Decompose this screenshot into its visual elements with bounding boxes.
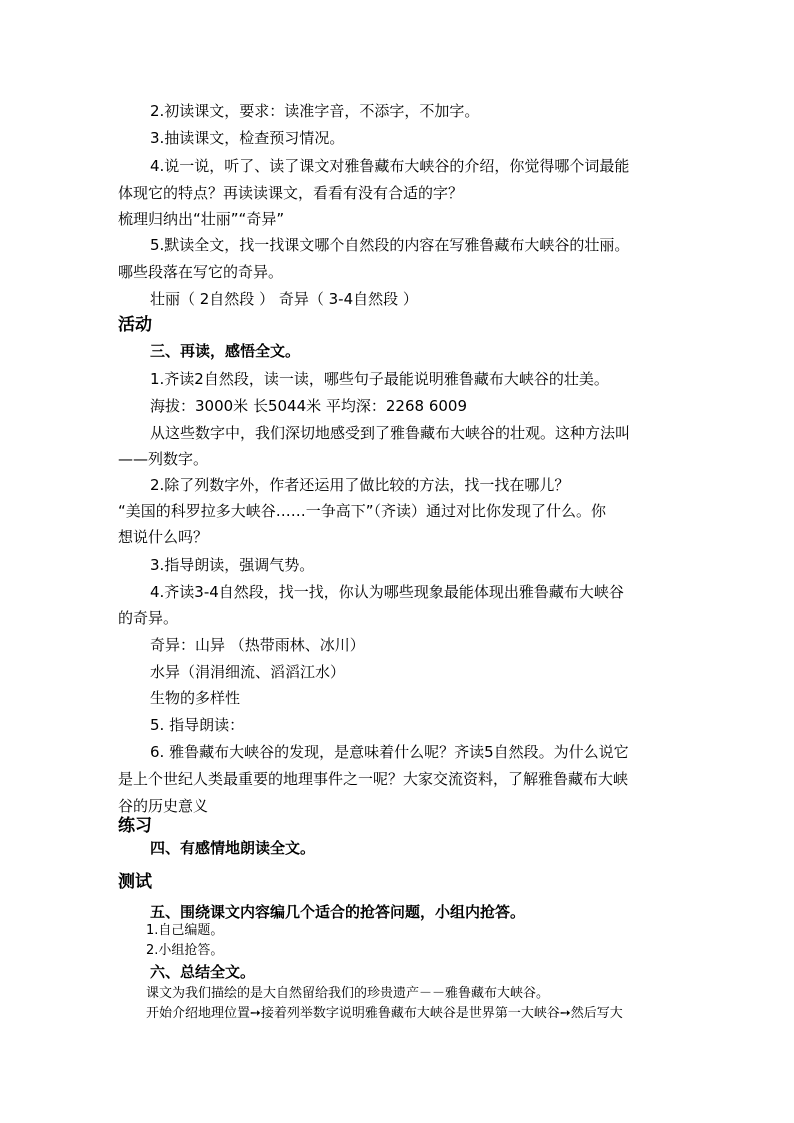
text-line: 课文为我们描绘的是大自然留给我们的珍贵遗产－－雅鲁藏布大峡谷。 bbox=[146, 986, 550, 1001]
text-line: 从这些数字中，我们深切地感受到了雅鲁藏布大峡谷的壮观。这种方法叫 bbox=[150, 424, 631, 442]
text-line: 是上个世纪人类最重要的地理事件之一呢？大家交流资料，了解雅鲁藏布大峡 bbox=[118, 770, 629, 788]
text-line: 的奇异。 bbox=[118, 609, 179, 627]
section-heading: 练习 bbox=[118, 816, 152, 836]
step-heading: 五、围绕课文内容编几个适合的抢答问题，小组内抢答。 bbox=[150, 903, 526, 921]
text-line: 4.说一说，听了、读了课文对雅鲁藏布大峡谷的介绍，你觉得哪个词最能 bbox=[150, 157, 630, 175]
text-line: 哪些段落在写它的奇异。 bbox=[118, 263, 284, 281]
text-line: 水异（涓涓细流、滔滔江水） bbox=[150, 663, 346, 681]
text-line: 2.小组抢答。 bbox=[146, 943, 224, 958]
text-line: 生物的多样性 bbox=[150, 689, 241, 707]
text-line: 1.齐读2自然段，读一读，哪些句子最能说明雅鲁藏布大峡谷的壮美。 bbox=[150, 370, 609, 388]
text-line: 6. 雅鲁藏布大峡谷的发现，是意味着什么呢？齐读5自然段。为什么说它 bbox=[150, 743, 629, 761]
text-line: 体现它的特点？再读读课文，看看有没有合适的字？ bbox=[118, 184, 464, 202]
text-line: “美国的科罗拉多大峡谷……一争高下”（齐读）通过对比你发现了什么。你 bbox=[118, 502, 607, 520]
text-line: ——列数字。 bbox=[118, 450, 209, 468]
text-line: 壮丽（ 2自然段 ） 奇异（ 3-4自然段 ） bbox=[150, 290, 418, 308]
text-line: 想说什么吗？ bbox=[118, 528, 209, 546]
step-heading: 六、总结全文。 bbox=[150, 963, 256, 981]
step-heading: 四、有感情地朗读全文。 bbox=[150, 839, 316, 857]
text-line: 开始介绍地理位置➙接着列举数字说明雅鲁藏布大峡谷是世界第一大峡谷➙然后写大 bbox=[146, 1006, 623, 1021]
text-line: 5.默读全文，找一找课文哪个自然段的内容在写雅鲁藏布大峡谷的壮丽。 bbox=[150, 236, 630, 254]
text-line: 5. 指导朗读： bbox=[150, 716, 245, 734]
section-heading: 测试 bbox=[118, 872, 152, 892]
text-line: 4.齐读3-4自然段，找一找，你认为哪些现象最能体现出雅鲁藏布大峡谷 bbox=[150, 583, 624, 601]
text-line: 海拔：3000米 长5044米 平均深：2268 6009 bbox=[150, 397, 468, 415]
text-line: 1.自己编题。 bbox=[146, 923, 224, 938]
text-line: 谷的历史意义 bbox=[118, 797, 209, 815]
step-heading: 三、再读，感悟全文。 bbox=[150, 342, 301, 360]
text-line: 3.指导朗读，强调气势。 bbox=[150, 556, 315, 574]
text-line: 奇异：山异 （热带雨林、冰川） bbox=[150, 636, 365, 654]
text-line: 2.初读课文，要求：读准字音，不添字，不加字。 bbox=[150, 102, 480, 120]
section-heading: 活动 bbox=[118, 315, 152, 335]
text-line: 3.抽读课文，检查预习情况。 bbox=[150, 129, 345, 147]
text-line: 梳理归纳出“壮丽”“奇异” bbox=[118, 210, 285, 228]
text-line: 2.除了列数字外，作者还运用了做比较的方法，找一找在哪儿？ bbox=[150, 476, 570, 494]
